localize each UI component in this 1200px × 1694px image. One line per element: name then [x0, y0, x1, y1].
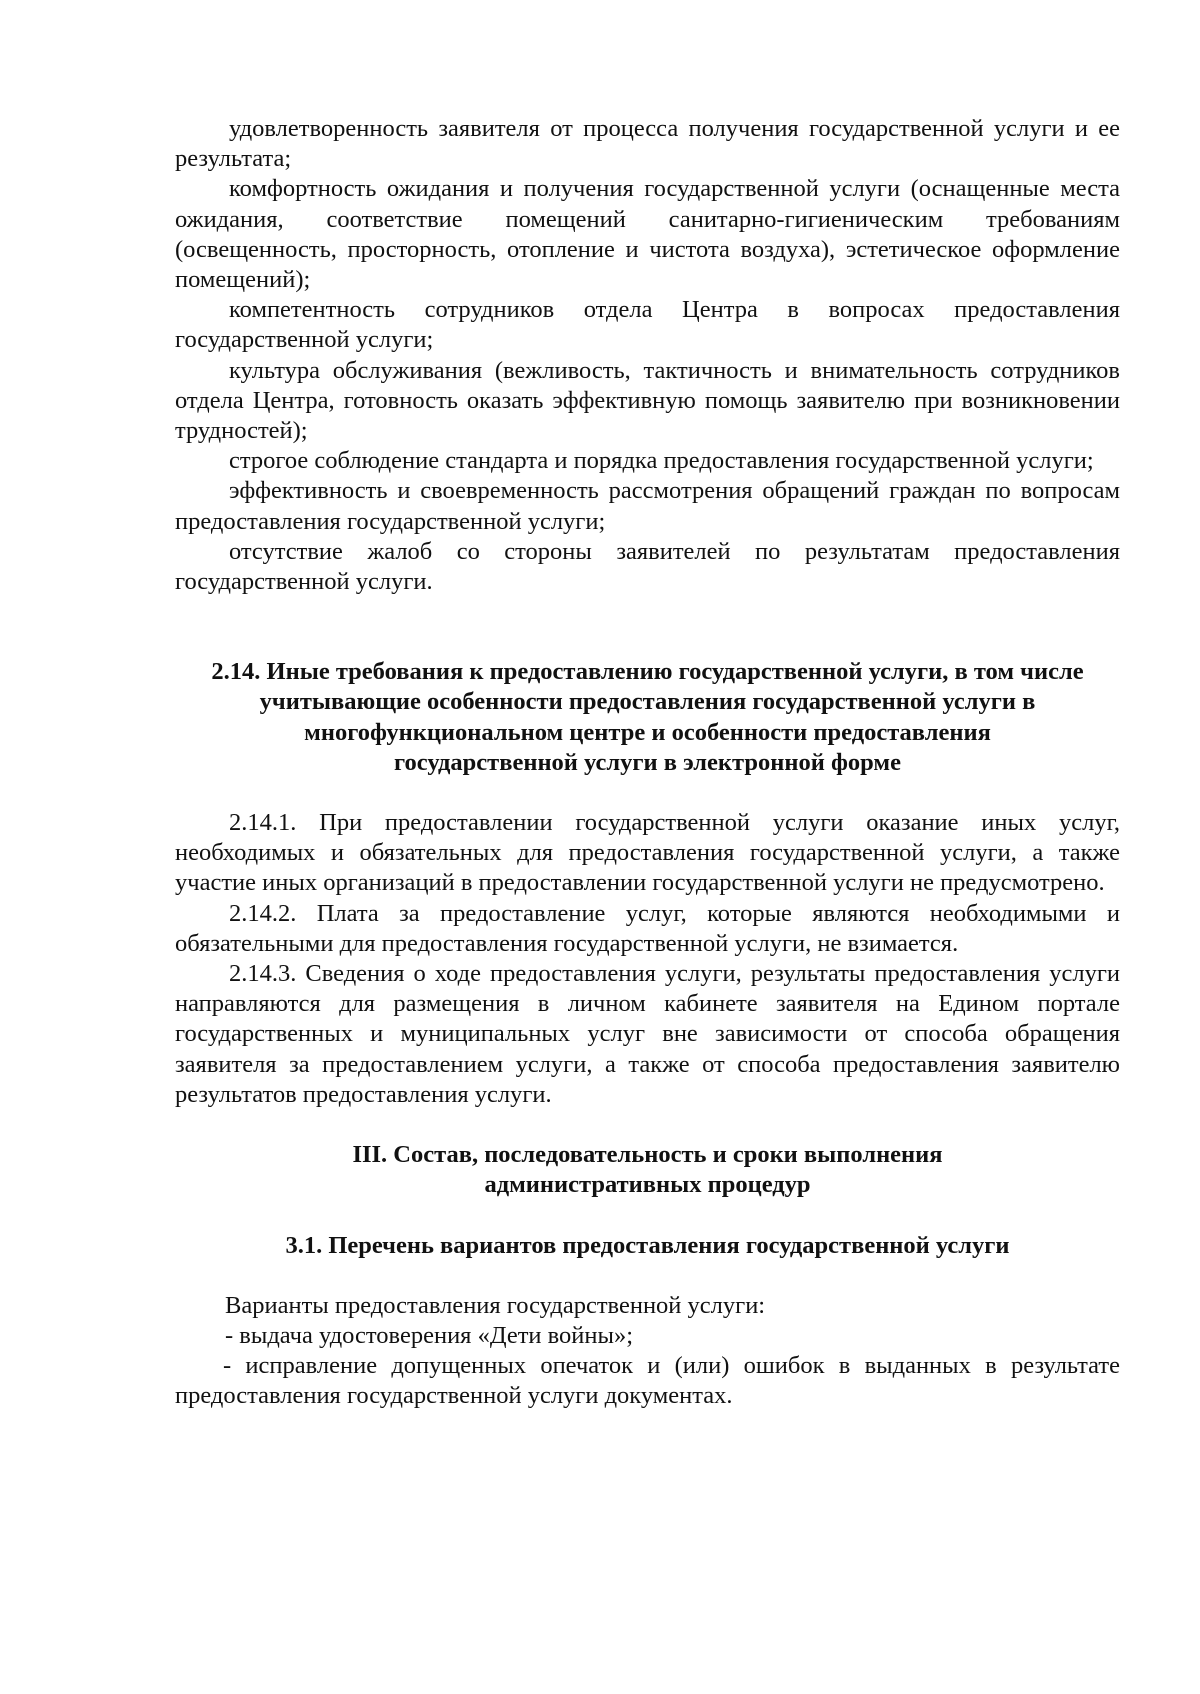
variant-item: - исправление допущенных опечаток и (или) ошибок в выданных в результате предоставления государственной услуги документах.	[175, 1352, 1120, 1410]
section-3-heading	[175, 1140, 1120, 1200]
criteria-item: строгое соблюдение стандарта и порядка предоставления государственной услуги;	[229, 447, 1094, 475]
section-3-1-body	[175, 1291, 1120, 1412]
paragraph-2-14-1: 2.14.1. При предоставлении государственной услуги оказание иных услуг, необходимых и обязательных для предоставления государственной услуги, а также участие иных организаций в предоставлении государственной услуги не предусмотрено.	[175, 809, 1120, 897]
heading-line: 3.1. Перечень вариантов предоставления государственной услуги	[285, 1231, 1010, 1259]
heading-line: III. Состав, последовательность и сроки выполнения	[352, 1141, 943, 1169]
variants-intro: Варианты предоставления государственной услуги:	[225, 1291, 766, 1319]
section-3-1-heading	[175, 1231, 1120, 1261]
criteria-list	[175, 114, 1120, 597]
criteria-item: эффективность и своевременность рассмотрения обращений граждан по вопросам предоставления государственной услуги;	[175, 477, 1120, 535]
criteria-item: культура обслуживания (вежливость, тактичность и внимательность сотрудников отдела Центра, готовность оказать эффективную помощь заявителю при возникновении трудностей);	[175, 356, 1120, 445]
criteria-item: удовлетворенность заявителя от процесса получения государственной услуги и ее результата;	[175, 115, 1120, 173]
criteria-item: компетентность сотрудников отдела Центра в вопросах предоставления государственной услуги;	[175, 296, 1120, 354]
heading-line: административных процедур	[484, 1171, 811, 1199]
variant-item: - выдача удостоверения «Дети войны»;	[225, 1321, 634, 1349]
criteria-item: отсутствие жалоб со стороны заявителей по результатам предоставления государственной услуги.	[175, 537, 1120, 596]
heading-line: многофункциональном центре и особенности предоставления	[304, 718, 991, 746]
section-2-14-heading	[175, 657, 1120, 778]
paragraph-2-14-3: 2.14.3. Сведения о ходе предоставления услуги, результаты предоставления услуги направляются для размещения в личном кабинете заявителя на Едином портале государственных и муниципальных услуг вне зависимости от способа обращения заявителя за предоставлением услуги, а также от способа предоставления заявителю результатов предоставления услуги.	[175, 960, 1120, 1108]
document-page	[175, 114, 1120, 1412]
section-2-14-body	[175, 808, 1120, 1110]
criteria-item: комфортность ожидания и получения государственной услуги (оснащенные места ожидания, соответствие помещений санитарно-гигиеническим требованиям (освещенность, просторность, отопление и чистота воздуха), эстетическое оформление помещений);	[175, 175, 1120, 294]
heading-line: 2.14. Иные требования к предоставлению государственной услуги, в том числе	[211, 658, 1084, 686]
heading-line: учитывающие особенности предоставления государственной услуги в	[259, 688, 1036, 716]
heading-line: государственной услуги в электронной форме	[394, 748, 901, 776]
paragraph-2-14-2: 2.14.2. Плата за предоставление услуг, которые являются необходимыми и обязательными для предоставления государственной услуги, не взимается.	[175, 899, 1120, 957]
